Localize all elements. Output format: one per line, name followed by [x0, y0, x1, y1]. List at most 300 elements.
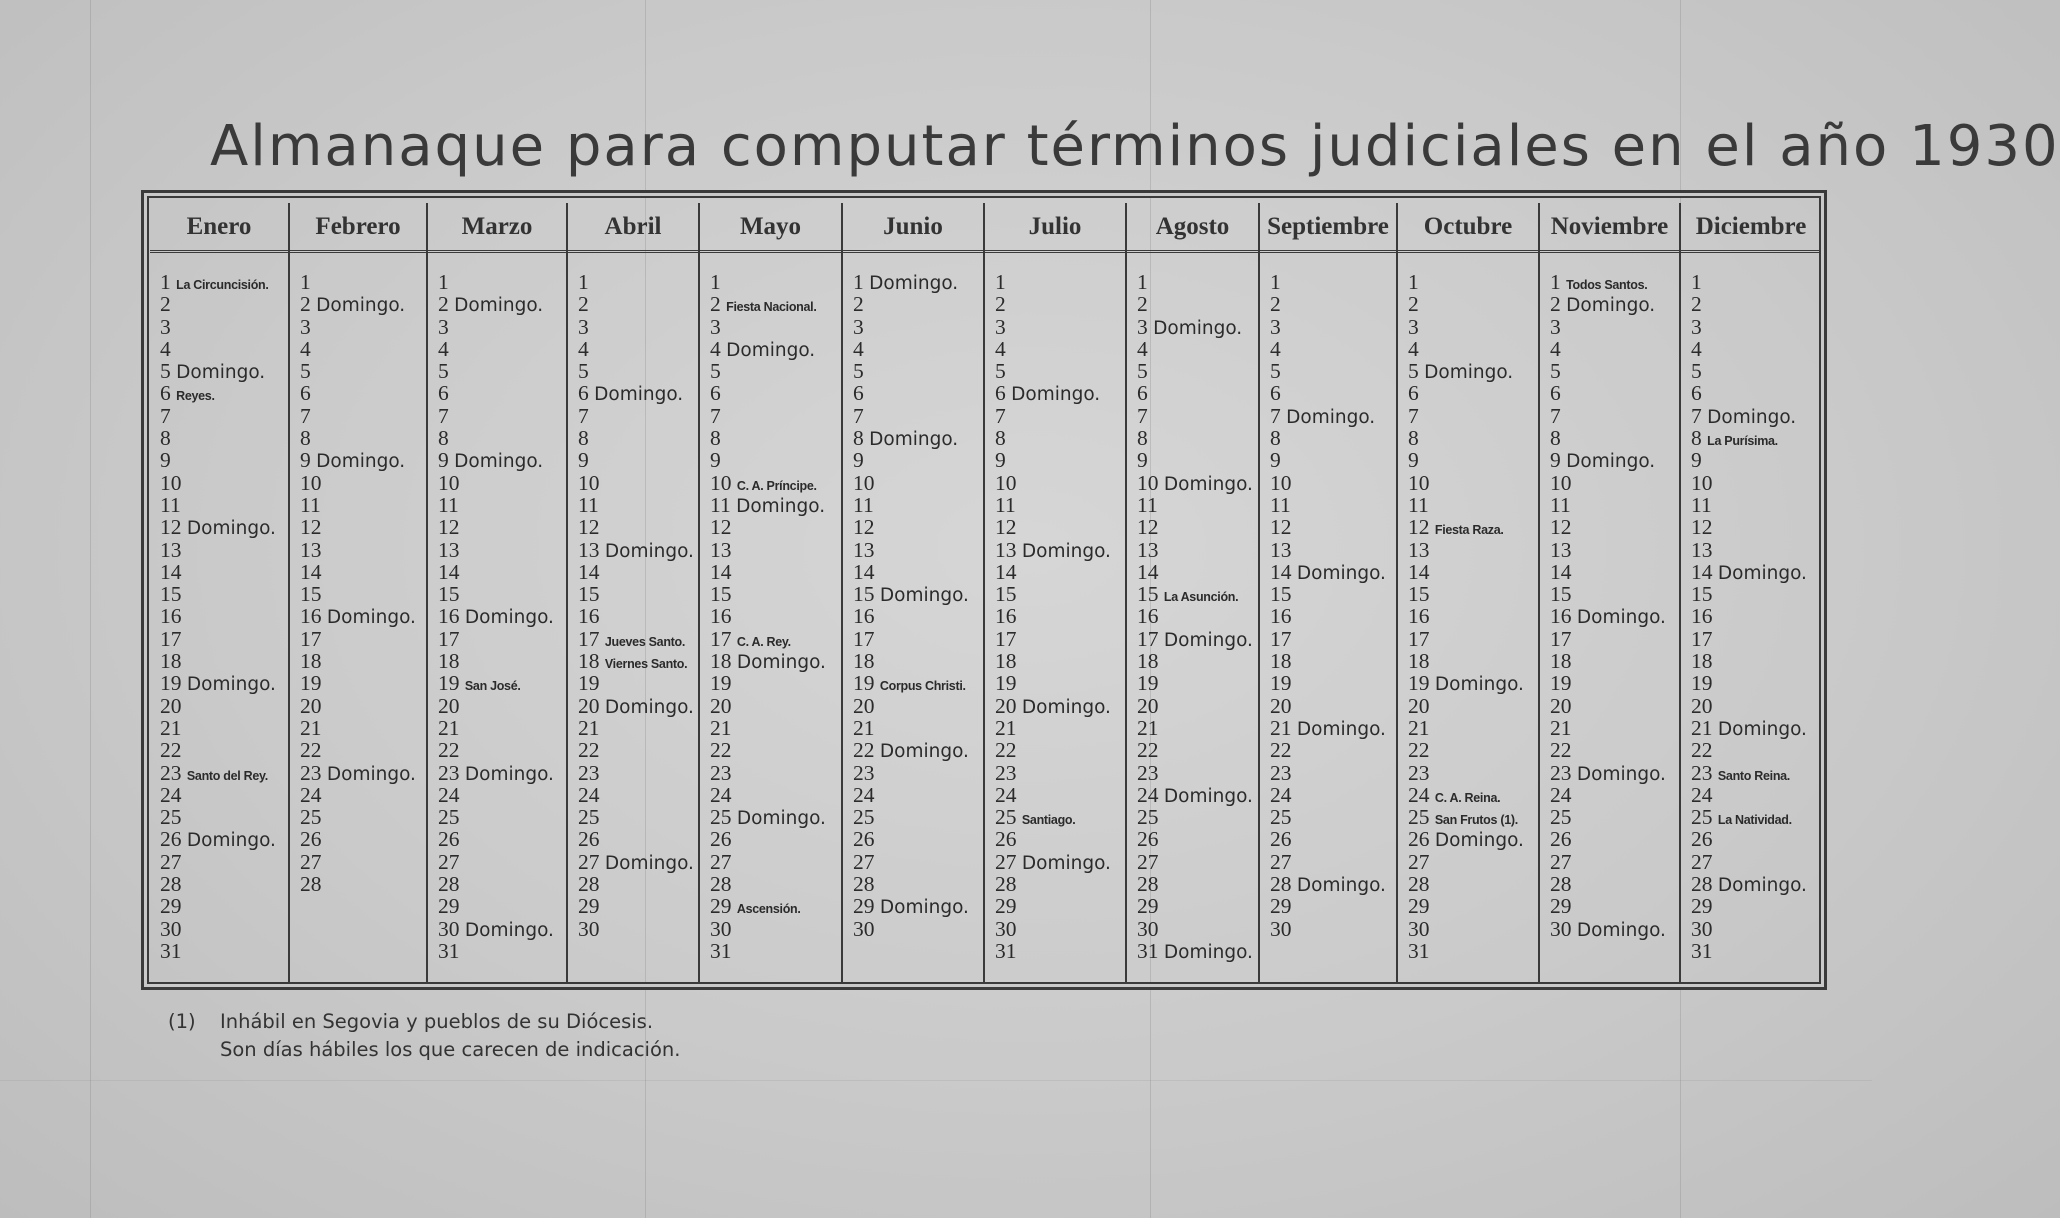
day-row [1691, 650, 1821, 672]
day-number: 5 [160, 359, 171, 384]
day-row [995, 293, 1125, 315]
day-number: 26 [1270, 827, 1292, 852]
day-number: 29 [578, 894, 600, 919]
day-number: 18 [1691, 649, 1713, 674]
day-number: 26 [710, 827, 732, 852]
day-number: 28 [995, 872, 1017, 897]
day-number: 25 [578, 805, 600, 830]
day-number: 26 [995, 827, 1017, 852]
day-row [1270, 628, 1396, 650]
sunday-label: Domingo. [464, 919, 554, 941]
day-list [290, 271, 426, 895]
day-number: 23 [710, 760, 732, 785]
day-row [438, 650, 566, 672]
day-number: 3 [710, 314, 721, 339]
day-number: 15 [1137, 582, 1159, 607]
day-number: 9 [578, 448, 589, 473]
day-number: 28 [1691, 872, 1713, 897]
day-row [160, 583, 288, 605]
day-row [300, 405, 426, 427]
day-row [578, 605, 698, 627]
day-row [1137, 516, 1258, 538]
day-number: 8 [1408, 426, 1419, 451]
day-list [428, 271, 566, 962]
day-number: 13 [578, 537, 600, 562]
day-row [1137, 293, 1258, 315]
day-number: 11 [578, 492, 599, 517]
day-row [578, 695, 698, 717]
day-number: 7 [578, 403, 589, 428]
day-number: 1 [1270, 270, 1281, 294]
day-number: 3 [1408, 314, 1419, 339]
day-number: 11 [1408, 492, 1429, 517]
day-row [1550, 739, 1679, 761]
day-number: 7 [160, 403, 171, 428]
sunday-label: Domingo. [736, 652, 826, 674]
day-number: 9 [1270, 448, 1281, 473]
day-row [1270, 828, 1396, 850]
day-number: 26 [1691, 827, 1713, 852]
day-row [853, 271, 983, 293]
day-number: 8 [995, 426, 1006, 451]
day-number: 23 [578, 760, 600, 785]
day-number: 20 [438, 693, 460, 718]
day-number: 11 [1691, 492, 1712, 517]
day-number: 2 [1408, 292, 1419, 317]
day-number: 15 [1691, 582, 1713, 607]
day-row [1270, 717, 1396, 739]
day-number: 3 [853, 314, 864, 339]
day-row [1408, 717, 1538, 739]
day-row [995, 851, 1125, 873]
day-row [1137, 895, 1258, 917]
day-number: 2 [1270, 292, 1281, 317]
day-row [1270, 382, 1396, 404]
day-number: 19 [160, 671, 182, 696]
day-row [438, 382, 566, 404]
holiday-label: Viernes Santo. [604, 657, 688, 672]
day-row [1550, 382, 1679, 404]
day-row [710, 940, 841, 962]
day-row [300, 271, 426, 293]
day-number: 15 [710, 582, 732, 607]
sunday-label: Domingo. [1153, 317, 1243, 339]
day-number: 2 [1137, 292, 1148, 317]
day-row [853, 449, 983, 471]
day-number: 23 [995, 760, 1017, 785]
sunday-label: Domingo. [1576, 763, 1666, 785]
day-row [1137, 695, 1258, 717]
day-row [1691, 873, 1821, 895]
day-row [1408, 382, 1538, 404]
day-row [995, 583, 1125, 605]
page-title: Almanaque para computar términos judiciales en el año 1930 [210, 114, 2060, 179]
day-row [300, 561, 426, 583]
day-number: 18 [853, 649, 875, 674]
day-row [1691, 895, 1821, 917]
day-number: 9 [1550, 448, 1561, 473]
day-number: 9 [995, 448, 1006, 473]
day-row [578, 360, 698, 382]
day-number: 3 [160, 314, 171, 339]
day-number: 10 [300, 470, 322, 495]
day-row [1408, 650, 1538, 672]
day-number: 25 [1270, 805, 1292, 830]
day-row [1691, 806, 1821, 828]
day-number: 4 [710, 336, 721, 361]
day-number: 23 [1691, 760, 1713, 785]
sunday-label: Domingo. [869, 429, 959, 451]
day-number: 9 [160, 448, 171, 473]
day-number: 1 [710, 270, 721, 294]
day-number: 7 [1550, 403, 1561, 428]
day-row [1691, 539, 1821, 561]
day-number: 17 [853, 626, 875, 651]
day-number: 20 [853, 693, 875, 718]
day-row [578, 338, 698, 360]
footnote-mark: (1) [168, 1010, 196, 1033]
day-row [853, 806, 983, 828]
day-number: 7 [300, 403, 311, 428]
month-header: Abril [568, 203, 698, 253]
day-number: 5 [1137, 359, 1148, 384]
day-row [1691, 271, 1821, 293]
day-row [160, 561, 288, 583]
day-number: 26 [300, 827, 322, 852]
day-number: 15 [1408, 582, 1430, 607]
day-row [160, 494, 288, 516]
day-number: 5 [578, 359, 589, 384]
day-row [1550, 806, 1679, 828]
day-number: 15 [995, 582, 1017, 607]
day-row [300, 784, 426, 806]
day-number: 30 [710, 916, 732, 941]
sunday-label: Domingo. [316, 295, 406, 317]
day-row [1408, 784, 1538, 806]
day-number: 25 [1137, 805, 1159, 830]
sunday-label: Domingo. [1707, 406, 1797, 428]
day-row [578, 851, 698, 873]
day-row [1691, 695, 1821, 717]
day-number: 18 [1137, 649, 1159, 674]
day-number: 14 [300, 559, 322, 584]
day-row [438, 516, 566, 538]
day-number: 27 [300, 849, 322, 874]
day-number: 9 [438, 448, 449, 473]
day-row [1691, 561, 1821, 583]
day-row [1270, 873, 1396, 895]
day-row [438, 695, 566, 717]
holiday-label: C. A. Rey. [736, 634, 791, 649]
holiday-label: San José. [464, 679, 521, 694]
day-row [438, 561, 566, 583]
holiday-label: Santiago. [1021, 813, 1076, 828]
month-column-abril [568, 203, 700, 983]
day-list [700, 271, 841, 962]
day-number: 20 [710, 693, 732, 718]
day-number: 26 [1137, 827, 1159, 852]
day-number: 25 [1408, 805, 1430, 830]
day-row [160, 739, 288, 761]
sunday-label: Domingo. [594, 384, 684, 406]
day-row [995, 316, 1125, 338]
holiday-label: Todos Santos. [1566, 278, 1648, 292]
day-row [438, 293, 566, 315]
day-number: 30 [1408, 916, 1430, 941]
day-row [1550, 918, 1679, 940]
sunday-label: Domingo. [176, 362, 266, 384]
day-number: 13 [853, 537, 875, 562]
day-row [160, 427, 288, 449]
day-number: 18 [300, 649, 322, 674]
day-row [710, 628, 841, 650]
day-number: 16 [1691, 604, 1713, 629]
day-number: 18 [1270, 649, 1292, 674]
day-row [995, 561, 1125, 583]
day-row [578, 516, 698, 538]
holiday-label: Santo Reina. [1717, 768, 1790, 783]
day-row [995, 382, 1125, 404]
day-number: 5 [1550, 359, 1561, 384]
day-number: 20 [1408, 693, 1430, 718]
day-row [300, 360, 426, 382]
day-row [1137, 539, 1258, 561]
day-number: 16 [710, 604, 732, 629]
day-row [160, 918, 288, 940]
day-row [438, 583, 566, 605]
day-number: 16 [1408, 604, 1430, 629]
month-header: Junio [843, 203, 983, 253]
day-row [853, 851, 983, 873]
day-number: 1 [995, 270, 1006, 294]
day-number: 25 [853, 805, 875, 830]
day-row [1137, 717, 1258, 739]
sunday-label: Domingo. [1163, 941, 1253, 963]
day-row [1550, 427, 1679, 449]
day-row [300, 628, 426, 650]
day-row [710, 316, 841, 338]
sunday-label: Domingo. [604, 540, 694, 562]
day-number: 30 [578, 916, 600, 941]
day-number: 4 [300, 336, 311, 361]
day-row [438, 784, 566, 806]
day-row [853, 293, 983, 315]
day-row [438, 338, 566, 360]
day-row [438, 494, 566, 516]
day-row [438, 360, 566, 382]
sunday-label: Domingo. [1021, 696, 1111, 718]
day-number: 29 [853, 894, 875, 919]
day-row [853, 918, 983, 940]
day-number: 14 [1550, 559, 1572, 584]
holiday-label: Ascensión. [736, 902, 801, 917]
day-row [710, 516, 841, 538]
day-number: 11 [300, 492, 321, 517]
day-number: 28 [853, 872, 875, 897]
day-row [853, 360, 983, 382]
day-number: 10 [160, 470, 182, 495]
day-row [1550, 561, 1679, 583]
day-row [300, 717, 426, 739]
sunday-label: Domingo. [1566, 451, 1656, 473]
day-row [160, 873, 288, 895]
day-row [1137, 806, 1258, 828]
day-row [300, 472, 426, 494]
day-number: 12 [1137, 515, 1159, 540]
day-number: 22 [1270, 738, 1292, 763]
day-row [1550, 672, 1679, 694]
day-row [1691, 762, 1821, 784]
day-row [160, 695, 288, 717]
day-row [1270, 494, 1396, 516]
day-number: 31 [438, 938, 460, 963]
day-row [1408, 695, 1538, 717]
month-header: Julio [985, 203, 1125, 253]
day-number: 24 [995, 782, 1017, 807]
day-row [300, 583, 426, 605]
day-number: 3 [995, 314, 1006, 339]
day-number: 20 [1137, 693, 1159, 718]
day-row [1691, 382, 1821, 404]
day-row [438, 873, 566, 895]
day-row [1691, 739, 1821, 761]
day-number: 3 [578, 314, 589, 339]
day-row [1137, 605, 1258, 627]
day-number: 23 [1550, 760, 1572, 785]
day-row [438, 851, 566, 873]
day-number: 11 [160, 492, 181, 517]
day-row [438, 940, 566, 962]
day-row [710, 717, 841, 739]
day-number: 6 [1550, 381, 1561, 406]
sunday-label: Domingo. [1011, 384, 1101, 406]
day-number: 17 [1408, 626, 1430, 651]
sunday-label: Domingo. [464, 607, 554, 629]
day-list [843, 271, 983, 940]
day-row [1137, 628, 1258, 650]
month-column-septiembre [1260, 203, 1398, 983]
month-header: Octubre [1398, 203, 1538, 253]
day-number: 31 [710, 938, 732, 963]
day-row [710, 605, 841, 627]
day-number: 2 [1691, 292, 1702, 317]
day-list [150, 271, 288, 962]
day-number: 27 [438, 849, 460, 874]
day-number: 13 [300, 537, 322, 562]
day-row [1270, 918, 1396, 940]
day-row [853, 605, 983, 627]
day-row [1270, 539, 1396, 561]
day-row [1550, 605, 1679, 627]
day-row [1408, 806, 1538, 828]
day-number: 28 [438, 872, 460, 897]
day-number: 22 [995, 738, 1017, 763]
sunday-label: Domingo. [1021, 852, 1111, 874]
day-row [995, 784, 1125, 806]
day-row [995, 895, 1125, 917]
holiday-label: Corpus Christi. [879, 679, 966, 694]
day-row [853, 338, 983, 360]
day-number: 13 [1270, 537, 1292, 562]
day-row [160, 360, 288, 382]
day-row [1270, 449, 1396, 471]
day-row [1408, 539, 1538, 561]
day-number: 20 [995, 693, 1017, 718]
sunday-label: Domingo. [1163, 473, 1253, 495]
sunday-label: Domingo. [736, 495, 826, 517]
day-number: 24 [300, 782, 322, 807]
day-row [1408, 293, 1538, 315]
day-number: 2 [160, 292, 171, 317]
day-row [1408, 472, 1538, 494]
day-number: 16 [995, 604, 1017, 629]
day-number: 22 [853, 738, 875, 763]
day-row [438, 316, 566, 338]
sunday-label: Domingo. [879, 897, 969, 919]
sunday-label: Domingo. [454, 295, 544, 317]
day-number: 29 [1550, 894, 1572, 919]
day-row [853, 672, 983, 694]
day-number: 14 [1691, 559, 1713, 584]
day-row [1137, 672, 1258, 694]
day-row [578, 628, 698, 650]
day-number: 26 [160, 827, 182, 852]
day-row [995, 695, 1125, 717]
day-number: 14 [1270, 559, 1292, 584]
month-column-octubre [1398, 203, 1540, 983]
month-header: Enero [150, 203, 288, 253]
day-number: 15 [438, 582, 460, 607]
day-number: 4 [438, 336, 449, 361]
day-row [1408, 605, 1538, 627]
day-row [438, 895, 566, 917]
day-row [710, 382, 841, 404]
day-list [985, 271, 1125, 962]
day-number: 17 [438, 626, 460, 651]
day-row [160, 784, 288, 806]
day-number: 7 [1137, 403, 1148, 428]
day-row [160, 449, 288, 471]
day-number: 11 [995, 492, 1016, 517]
day-number: 30 [438, 916, 460, 941]
day-number: 2 [853, 292, 864, 317]
day-row [160, 271, 288, 293]
day-row [995, 739, 1125, 761]
day-row [1137, 472, 1258, 494]
day-number: 17 [1137, 626, 1159, 651]
day-row [1137, 360, 1258, 382]
holiday-label: San Frutos (1). [1434, 813, 1518, 828]
day-row [1137, 449, 1258, 471]
day-row [1691, 338, 1821, 360]
day-number: 15 [853, 582, 875, 607]
day-row [1550, 650, 1679, 672]
day-row [160, 338, 288, 360]
day-number: 24 [160, 782, 182, 807]
day-row [995, 539, 1125, 561]
day-row [1691, 494, 1821, 516]
day-row [710, 293, 841, 315]
day-row [1408, 895, 1538, 917]
day-number: 7 [1270, 403, 1281, 428]
day-number: 22 [710, 738, 732, 763]
day-number: 3 [1137, 314, 1148, 339]
day-number: 20 [1550, 693, 1572, 718]
day-number: 5 [300, 359, 311, 384]
day-row [1408, 516, 1538, 538]
day-row [300, 539, 426, 561]
day-number: 17 [1550, 626, 1572, 651]
